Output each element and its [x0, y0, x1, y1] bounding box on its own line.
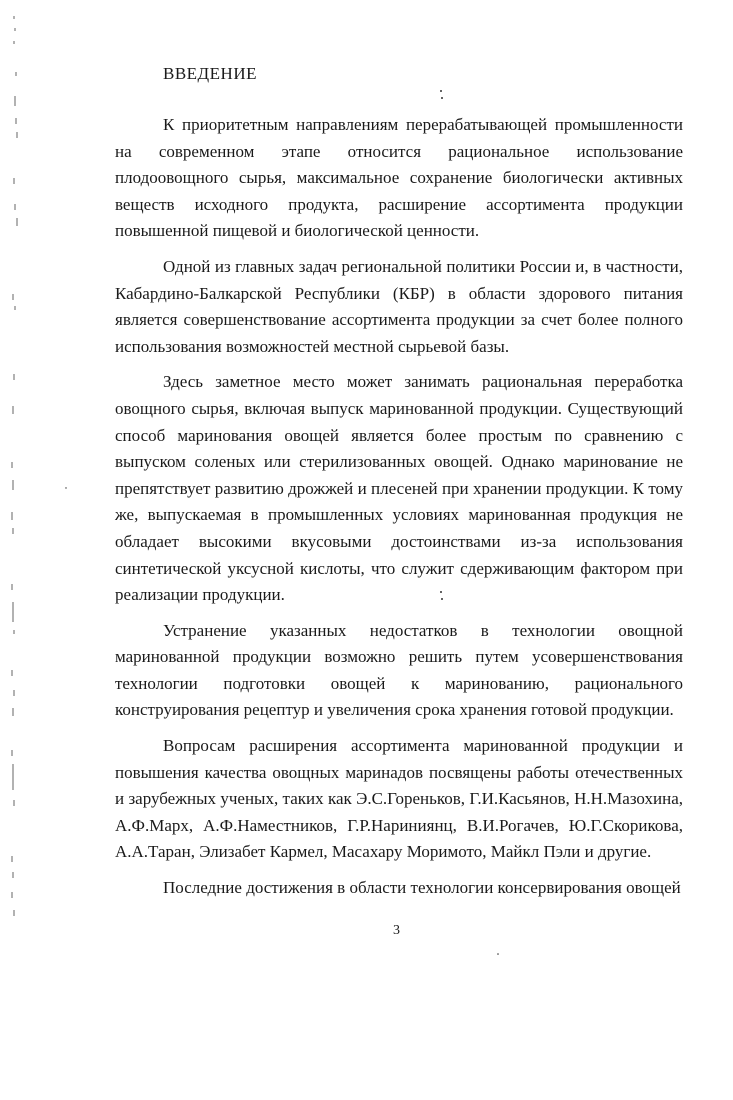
scan-margin-artifacts: [6, 14, 26, 934]
paragraph-5: Вопросам расширения ассортимента маринованной продукции и повышения качества овощных маринадов посвящены работы отечественных и зарубежных ученых, таких как Э.С.Гореньков, Г.И.Касьянов, Н.Н.Мазохина, А.Ф.Марх, А.Ф.Наместников, Г.Р.Нариниянц, В.И.Рогачев, Ю.Г.Скорикова, А.А.Таран, Элизабет Кармел, Масахару Моримото, Майкл Пэли и другие.: [115, 736, 683, 862]
paragraph-6: Последние достижения в области технологии консервирования овощей: [163, 878, 681, 898]
body-text: [115, 112, 683, 911]
page-heading: ВВЕДЕНИЕ: [163, 64, 257, 83]
paragraph-3: Здесь заметное место может занимать рациональная переработка овощного сырья, включая выпуск маринованной продукции. Существующий способ маринования овощей является более простым по сравнению с выпуском соленых или стерилизованных овощей. Однако маринование не препятствует развитию дрожжей и плесеней при хранении продукции. К тому же, выпускаемая в промышленных условиях маринованная продукция не обладает высокими вкусовыми достоинствами из-за использования синтетической уксусной кислоты, что служит сдерживающим фактором при реализации продукции.: [115, 372, 683, 605]
paragraph-1: К приоритетным направлениям перерабатывающей промышленности на современном этапе относится рациональное использование плодоовощного сырья, максимальное сохранение биологически активных веществ исходного продукта, расширение ассортимента продукции повышенной пищевой и биологической ценности.: [115, 115, 683, 241]
paragraph-2: Одной из главных задач региональной политики России и, в частности, Кабардино-Балкарской Республики (КБР) в области здорового питания является совершенствование ассортимента продукции за счет более полного использования возможностей местной сырьевой базы.: [115, 256, 683, 356]
page-number: 3: [393, 923, 400, 938]
paragraph-4: Устранение указанных недостатков в технологии овощной маринованной продукции возможно решить путем усовершенствования технологии подготовки овощей к мариновaнию, рационального конструирования рецептур и увеличения срока хранения готовой продукции.: [115, 620, 683, 720]
